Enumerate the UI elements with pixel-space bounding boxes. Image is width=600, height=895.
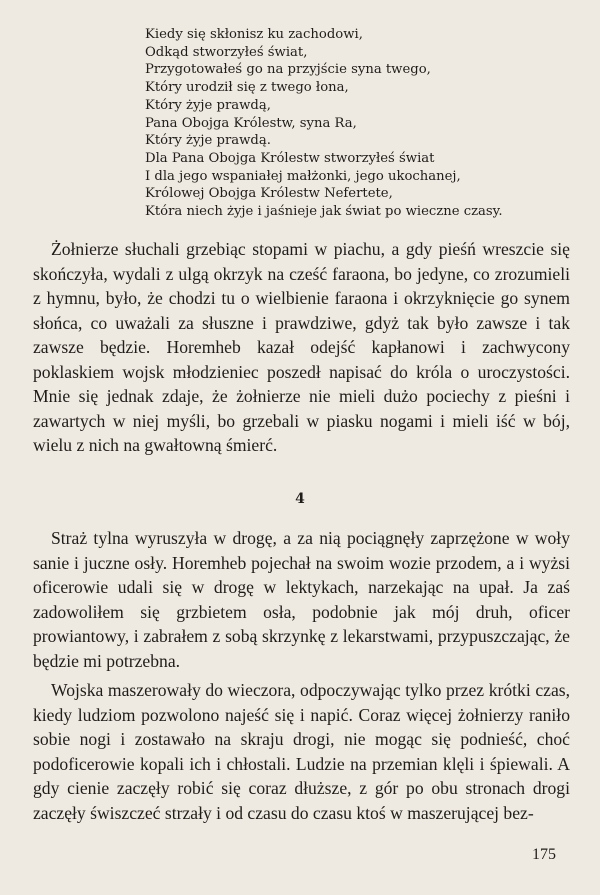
poem-stanza — [145, 26, 585, 221]
poem-line: Kiedy się skłonisz ku zachodowi, — [145, 27, 363, 42]
poem-line: Pana Obojga Królestw, syna Ra, — [145, 115, 357, 131]
body-paragraph: Straż tylna wyruszyła w drogę, a za nią pociągnęły zaprzężone w woły sanie i juczne osły. Horemheb pojechał na swoim wozie przodem, a i wyżsi oficerowie udali się w drogę w lektykach, narzekając na upał. Ja zaś zadowoliłem się grzbietem osła, podobnie jak mój druh, oficer prowiantowy, i zabrałem z sobą skrzynkę z lekarstwami, przypuszczając, że będzie mi potrzebna. — [33, 528, 570, 671]
poem-line: Która niech żyje i jaśnieje jak świat po wieczne czasy. — [145, 204, 503, 220]
section-number: 4 — [295, 491, 305, 507]
poem-line: I dla jego wspaniałej małżonki, jego ukochanej, — [145, 168, 461, 184]
body-paragraph: Żołnierze słuchali grzebiąc stopami w piachu, a gdy pieśń wreszcie się skończyła, wydali z ulgą okrzyk na cześć faraona, bo jedyne, co zrozumieli z hymnu, było, że chodzi tu o wielbienie faraona i okrzyknięcie go synem słońca, co uważali za słuszne i prawdziwe, gdyż tak było zawsze i tak zawsze będzie. Horemheb kazał odejść kapłanowi i zachwycony poklaskiem wojsk młodzieniec poszedł napisać do króla o uroczystości. Mnie się jednak zdaje, że żołnierze nie mieli dużo pociechy z pieśni i zawartych w niej myśli, bo grzebali w piasku nogami i mieli iść w bój, wielu z nich na gwałtowną śmierć. — [33, 239, 570, 455]
poem-line: Który żyje prawdą. — [145, 133, 271, 149]
poem-line: Który urodził się z twego łona, — [145, 80, 349, 96]
poem-line: Królowej Obojga Królestw Nefertete, — [145, 186, 393, 202]
body-paragraph: Wojska maszerowały do wieczora, odpoczywając tylko przez krótki czas, kiedy ludziom pozwolono najeść się i napić. Coraz więcej żołnierzy raniło sobie nogi i zostawało na skraju drogi, nie mogąc się podnieść, choć podoficerowie kopali ich i chłostali. Ludzie na przemian klęli i śpiewali. A gdy cienie zaczęły robić się coraz dłuższe, z gór po obu stronach drogi zaczęły świszczeć strzały i od czasu do czasu ktoś w maszerującej bez- — [33, 680, 570, 823]
page-number: 175 — [532, 846, 556, 863]
poem-line: Dla Pana Obojga Królestw stworzyłeś świat — [145, 150, 435, 166]
poem-line: Który żyje prawdą, — [145, 97, 271, 113]
poem-line: Przygotowałeś go na przyjście syna twego, — [145, 62, 431, 78]
poem-line: Odkąd stworzyłeś świat, — [145, 44, 308, 60]
